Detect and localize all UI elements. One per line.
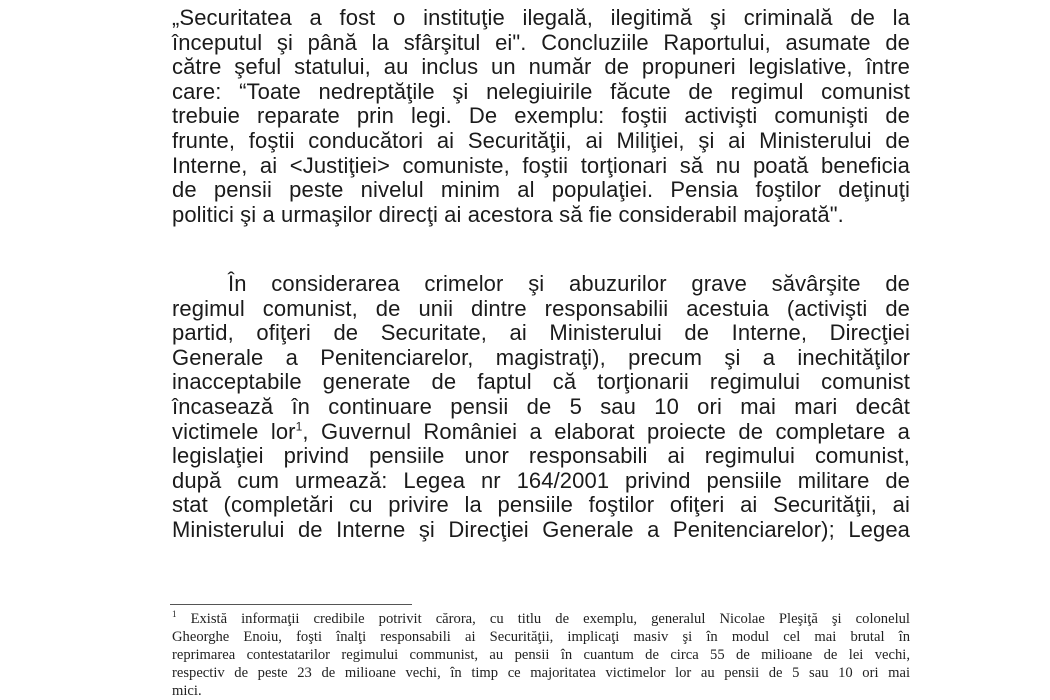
footnote-number: 1 [172,609,177,620]
text-line: Generale a Penitenciarelor, magistraţi), precum şi a inechităţilor [172,344,910,370]
text-line: de pensii peste nivelul minim al populaţiei. Pensia foştilor deţinuţi [172,177,910,203]
text-line: inacceptabile generate de faptul că torţionarii regimului comunist [172,369,910,395]
footnote-reference[interactable]: 1 [295,419,303,434]
text-line: legislaţiei privind pensiile unor responsabili ai regimului comunist, [172,443,910,469]
text-line: după cum urmează: Legea nr 164/2001 privind pensiile militare de [172,467,910,493]
footnote-line: respectiv de peste 23 de milioane vechi, în timp ce majoritatea victimelor lor au pensii de 5 sau 10 ori mai [172,665,910,681]
text-line: către şeful statului, au inclus un număr de propuneri legislative, între [172,54,910,80]
text-line: Ministerului de Interne şi Direcţiei Generale a Penitenciarelor); Legea [172,516,910,542]
text-line: încasează în continuare pensii de 5 sau 10 ori mai mari decât [172,393,910,419]
text-line: începutul şi până la sfârşitul ei". Concluziile Raportului, asumate de [172,29,910,55]
footnote-line: mici. [172,683,202,699]
paragraph-1 [172,6,910,227]
text-line: care: “Toate nedreptăţile şi nelegiuirile făcute de regimul comunist [172,78,910,104]
text-line: partid, ofiţeri de Securitate, ai Ministerului de Interne, Direcţiei [172,320,910,346]
footnote [172,610,910,700]
text-line: regimul comunist, de unii dintre responsabilii acestuia (activişti de [172,295,910,321]
text-line: În considerarea crimelor şi abuzurilor grave săvârşite de [228,271,910,296]
text-fragment: Există informaţii credibile potrivit cărora, cu titlu de exemplu, generalul Nicolae Pleşiţă şi colonelul [190,611,910,627]
text-line: frunte, foştii conducători ai Securităţii, ai Miliţiei, şi ai Ministerului de [172,127,910,153]
footnote-line: reprimarea contestatarilor regimului communist, au pensii în cuantum de circa 55 de milioane de lei vechi, [172,647,910,663]
footnote-line: Gheorghe Enoiu, foşti înalţi responsabili ai Securităţii, implicaţi masiv şi în modul cel mai brutal în [172,629,910,645]
footnote-line [172,610,910,628]
text-line: politici şi a urmaşilor direcţi ai acestora să fie considerabil majorată". [172,201,844,227]
text-line [172,420,910,445]
footnote-separator [170,604,412,605]
text-line: „Securitatea a fost o instituţie ilegală, ilegitimă şi criminală de la [172,5,910,30]
text-line: Interne, ai <Justiţiei> comuniste, foştii torţionari să nu poată beneficia [172,152,910,178]
paragraph-2 [172,272,910,543]
text-line: trebuie reparate prin legi. De exemplu: foştii activişti comunişti de [172,103,910,129]
text-fragment: , Guvernul României a elaborat proiecte de completare a [302,418,911,444]
text-fragment: victimele lor [172,418,296,444]
text-line: stat (completări cu privire la pensiile foştilor ofiţeri ai Securităţii, ai [172,492,910,518]
